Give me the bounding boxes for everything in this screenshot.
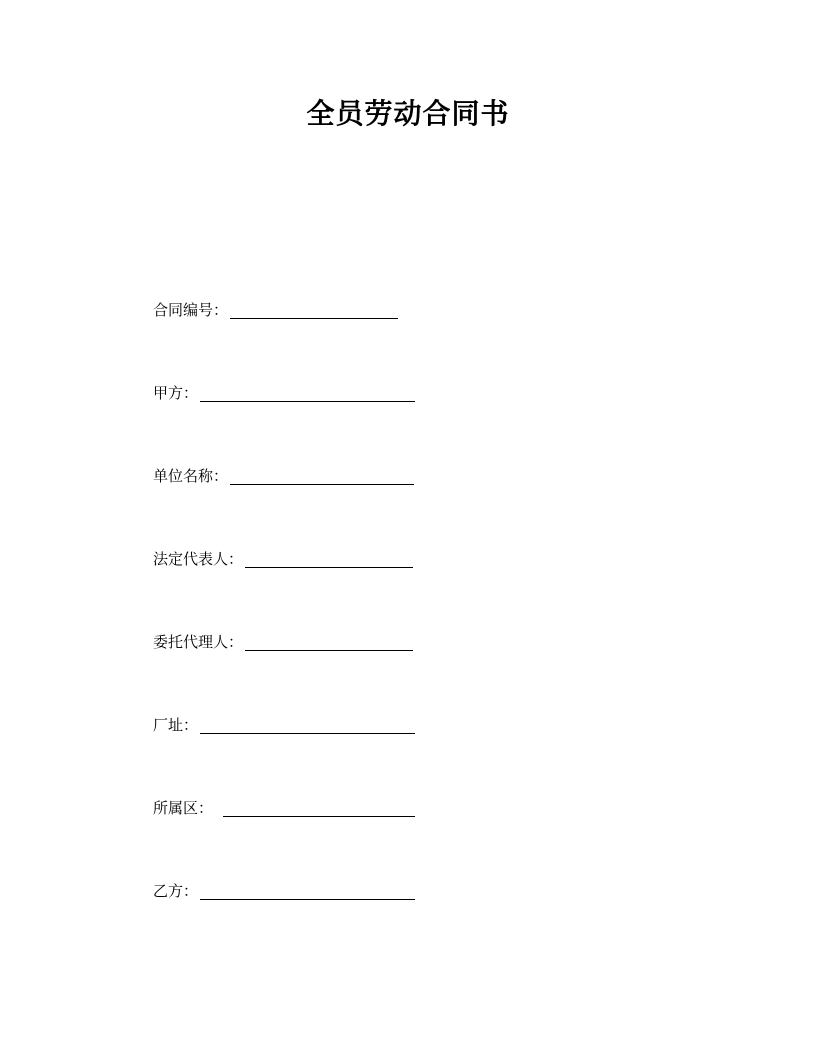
document-title: 全员劳动合同书 <box>306 97 510 130</box>
party-a-field <box>153 379 415 403</box>
factory-address-label: 厂址： <box>153 716 199 734</box>
factory-address-field <box>153 711 415 735</box>
company-name-field <box>153 462 414 486</box>
contract-number-label: 合同编号： <box>153 301 229 319</box>
factory-address-blank[interactable] <box>200 715 415 734</box>
party-b-field <box>153 877 415 901</box>
contract-number-blank[interactable] <box>230 300 398 319</box>
legal-representative-blank[interactable] <box>245 549 413 568</box>
district-label: 所属区： <box>153 799 214 817</box>
party-b-label: 乙方： <box>153 882 199 900</box>
authorized-agent-field <box>153 628 413 652</box>
district-field <box>153 794 415 818</box>
legal-representative-field <box>153 545 413 569</box>
party-a-blank[interactable] <box>200 383 415 402</box>
authorized-agent-blank[interactable] <box>245 632 413 651</box>
district-blank[interactable] <box>223 798 415 817</box>
party-b-blank[interactable] <box>200 881 415 900</box>
legal-representative-label: 法定代表人： <box>153 550 244 568</box>
company-name-label: 单位名称： <box>153 467 229 485</box>
contract-number-field <box>153 296 398 320</box>
party-a-label: 甲方： <box>153 384 199 402</box>
authorized-agent-label: 委托代理人： <box>153 633 244 651</box>
company-name-blank[interactable] <box>230 466 414 485</box>
